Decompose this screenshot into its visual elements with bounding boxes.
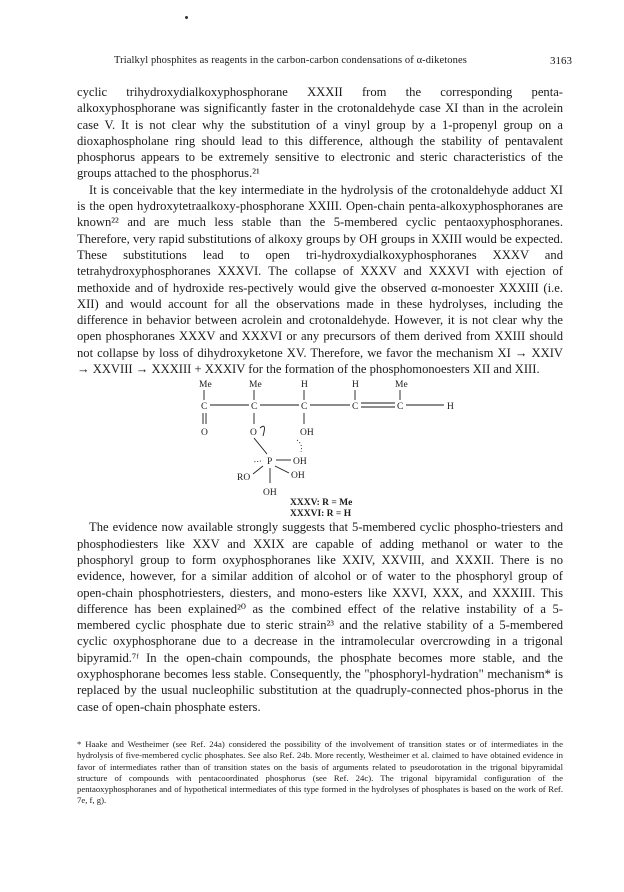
atom-ro: RO [237, 473, 251, 484]
atom-h-2: H [352, 380, 359, 391]
atom-c3: C [301, 402, 308, 413]
structure-figure [77, 378, 563, 516]
bond-p-dashed [253, 461, 261, 462]
footnote: * Haake and Westheimer (see Ref. 24a) considered the possibility of the involvement of transition states or of intermediates in the hydrolysis of five-membered cyclic phosphates. See also Ref. 24b. More recently, Westheimer et al. claimed to have obtained evidence in favor of intermediates rather than of transition states on the basis of arguments related to pseudorotation in the trigonal bipyramidal structure of compounds with pentacoordinated phosphorus (see Ref. 24c). The trigonal bipyramidal configuration of the pentaoxyphosphoranes and of hypothetical intermediates of this type formed in the hydrolyses of phosphates is based on the work of Ref. 7e, f, g). [77, 739, 563, 806]
paragraph-2: It is conceivable that the key intermediate in the hydrolysis of the crotonaldehyde adduct XI is the open hydroxytetraalkoxy-phosphorane XXIII. Open-chain penta-alkoxyphosphoranes are known²² and are much less stable than the 5-membered cyclic pentaoxyphosphoranes. Therefore, very rapid substitutions of alkoxy groups by OH groups in XXIII would be expected. These substitutions lead to open tri-hydroxydialkoxyphosphoranes XXXV and tetrahydroxyphosphoranes XXXVI. The collapse of XXXV and XXXVI with ejection of methoxide and of hydroxide res-pectively would give the observed α-monoester XXXIII (i.e. XII) and would account for all the observations made in these hydrolyses, including the difference in behavior between acrolein and crotonaldehyde. However, it is not clear why the open phosphoranes XXXV and XXXVI or any precursors of them derived from XXIII should not collapse by loss of dihydroxyketone XV. Therefore, we favor the mechanism XI → XXIV → XXVIII → XXXIII + XXXIV for the formation of the phosphomonoesters XII and XIII. [77, 182, 563, 377]
atom-c5: C [397, 402, 404, 413]
atom-oh-c3: OH [300, 428, 314, 439]
bond-p-ro [253, 466, 263, 474]
paragraph-3: The evidence now available strongly suggests that 5-membered cyclic phospho-triesters and phosphodiesters like XXV and XXIX are capable of adding methanol or water to the phosphoryl group to form oxyphosphoranes like XXIV, XXVIII, and XXXII. There is no evidence, however, for a similar addition of alcohol or of water to the phosphoryl group of open-chain phosphotriesters, diesters, and mono-esters like XXVI, XXX, and XXXIII. This difference has been explained²⁰ as the combined effect of the relative instability of a 5-membered cyclic phosphate due to steric strain²³ and the relative stability of a 5-membered cyclic oxyphosphorane due to a decrease in the intramolecular overcrowding in a trigonal bipyramid.⁷ᶠ In the open-chain compounds, the phosphate becomes more stable, and the oxyphosphorane becomes less stable. Consequently, the "phosphoryl-hydration" mechanism* is replaced by the usual nucleophilic substitution at the quadruply-connected phos-phorus in the case of open-chain phosphate esters. [77, 520, 563, 714]
atom-c1: C [201, 402, 208, 413]
scan-speck [185, 16, 188, 19]
atom-h-end: H [447, 402, 454, 413]
running-header [114, 55, 572, 69]
atom-oh-bottom: OH [263, 488, 277, 499]
carbonyl-bond [203, 413, 206, 424]
chain-bonds [210, 403, 444, 407]
atom-c2: C [251, 402, 258, 413]
dotted-oh-p [297, 440, 302, 452]
atom-me-2: Me [249, 380, 262, 391]
atom-c4: C [352, 402, 359, 413]
paragraph-1: cyclic trihydroxydialkoxyphosphorane XXXII from the corresponding penta-alkoxyphosphorane was significantly faster in the crotonaldehyde case XI than in the acrolein case V. It is not clear why the substitution of a vinyl group by a 1-propenyl group on a dioxaphospholane ring should lead to this difference, although the stability of pentavalent phosphorus appears to be extremely sensitive to electronic and steric characteristics of the groups attached to the phosphorus.²¹ [77, 85, 563, 181]
atom-me-1: Me [199, 380, 212, 391]
atom-h-1: H [301, 380, 308, 391]
bond-p-oh2 [275, 466, 289, 473]
main-text [77, 84, 563, 715]
atom-oh-p1: OH [293, 457, 307, 468]
atom-o-ring: O [250, 428, 257, 439]
bond-o-p [254, 438, 267, 454]
label-xxxvi: XXXVI: R = H [290, 509, 352, 517]
atom-me-3: Me [395, 380, 408, 391]
atom-oh-p2: OH [291, 471, 305, 482]
atom-p: P [267, 457, 273, 468]
page-number: 3163 [550, 55, 572, 67]
chemical-structure [77, 378, 563, 516]
running-title: Trialkyl phosphites as reagents in the carbon-carbon condensations of α-diketones [114, 55, 467, 66]
atom-o-ketone: O [201, 428, 208, 439]
bond-c2-ring-arc [260, 427, 264, 437]
top-bonds [204, 390, 400, 400]
label-xxxv: XXXV: R = Me [290, 498, 353, 509]
